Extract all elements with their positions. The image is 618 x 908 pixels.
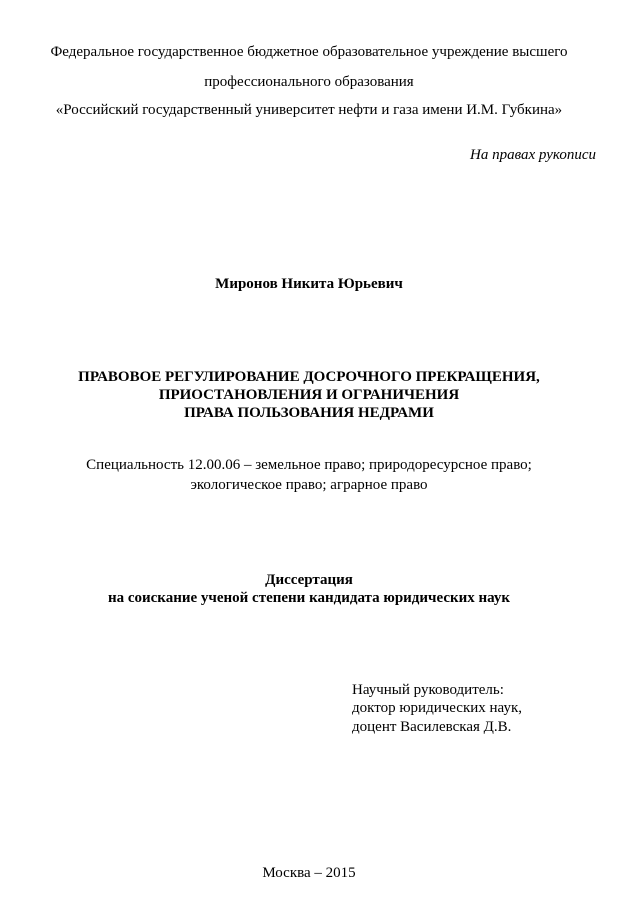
- work-type-line: Диссертация: [265, 572, 353, 588]
- work-type-line: на соискание ученой степени кандидата юридических наук: [107, 590, 511, 606]
- supervisor-line: Научный руководитель:: [352, 682, 504, 698]
- title-line: ПРАВОВОЕ РЕГУЛИРОВАНИЕ ДОСРОЧНОГО ПРЕКРАЩЕНИЯ,: [78, 369, 540, 385]
- place-year: Москва – 2015: [262, 865, 356, 881]
- title-line: ПРАВА ПОЛЬЗОВАНИЯ НЕДРАМИ: [184, 405, 434, 421]
- specialty-line: экологическое право; аграрное право: [190, 477, 428, 493]
- institution-line: Федеральное государственное бюджетное образовательное учреждение высшего: [50, 44, 568, 60]
- supervisor-line: доктор юридических наук,: [352, 700, 522, 716]
- institution-line: профессионального образования: [204, 74, 414, 90]
- title-line: ПРИОСТАНОВЛЕНИЯ И ОГРАНИЧЕНИЯ: [158, 387, 460, 403]
- author-name: Миронов Никита Юрьевич: [215, 276, 403, 292]
- specialty-line: Специальность 12.00.06 – земельное право; природоресурсное право;: [86, 457, 532, 473]
- supervisor-line: доцент Василевская Д.В.: [352, 719, 512, 735]
- manuscript-note: На правах рукописи: [470, 147, 596, 163]
- institution-line: «Российский государственный университет нефти и газа имени И.М. Губкина»: [55, 102, 563, 118]
